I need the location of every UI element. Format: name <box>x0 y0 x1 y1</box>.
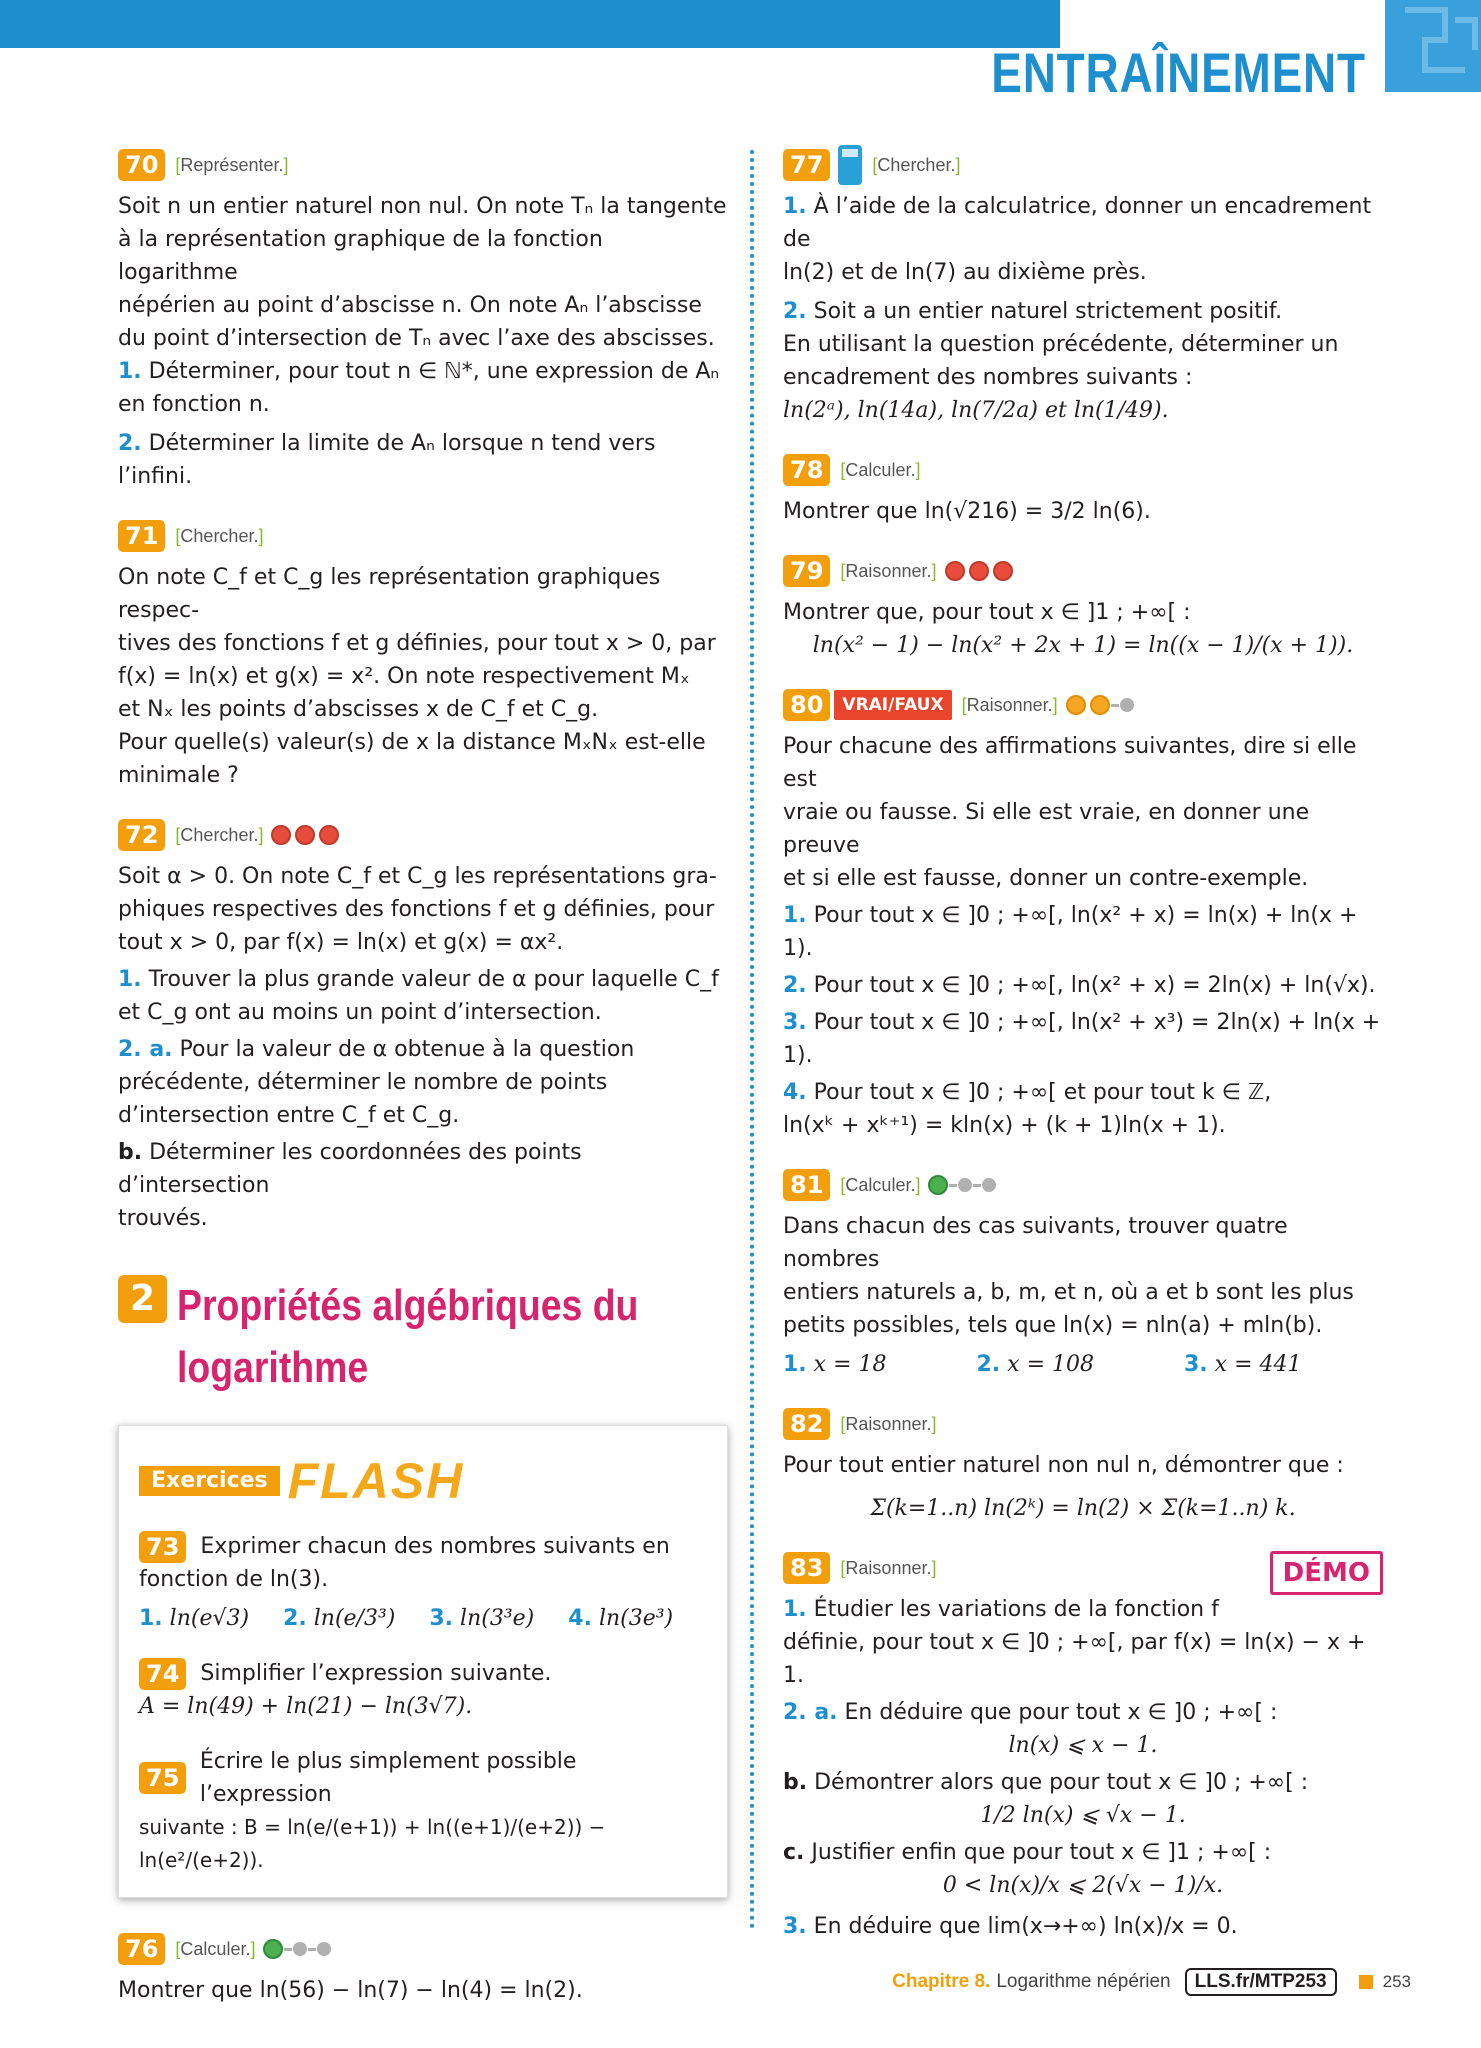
flash-label: Exercices <box>139 1466 280 1496</box>
item-row: 1. x = 18 2. x = 108 3. x = 441 <box>783 1352 1302 1377</box>
exercise-tag: [Raisonner.] <box>840 1557 937 1578</box>
text-line: petits possibles, tels que ln(x) = nln(a) + mln(b). <box>783 1313 1323 1338</box>
exercise-tag: [Calculer.] <box>175 1938 256 1959</box>
exercise-tag: [Calculer.] <box>840 1174 921 1195</box>
difficulty-dot-icon <box>295 825 315 845</box>
difficulty-dot-icon <box>1090 695 1110 715</box>
difficulty-dots <box>271 825 343 845</box>
difficulty-dot-empty-icon <box>293 1942 307 1956</box>
text-line: encadrement des nombres suivants : <box>783 365 1193 390</box>
exercise-number: 80 <box>783 689 830 721</box>
exercise-number: 79 <box>783 555 830 587</box>
difficulty-dot-empty-icon <box>958 1178 972 1192</box>
text-line: Pour chacune des affirmations suivantes, dire si elle est <box>783 734 1357 792</box>
text-line: Montrer que ln(√216) = 3/2 ln(6). <box>783 499 1151 524</box>
difficulty-dot-icon <box>271 825 291 845</box>
exercise-tag: [Raisonner.] <box>840 1413 937 1434</box>
exercise-number: 74 <box>139 1658 186 1690</box>
text-line: vraie ou fausse. Si elle est vraie, en donner une preuve <box>783 800 1310 858</box>
text-line: tout x > 0, par f(x) = ln(x) et g(x) = αx². <box>118 930 564 955</box>
text-line: Soit n un entier naturel non nul. On note Tₙ la tangente <box>118 194 727 219</box>
question: 2. Pour tout x ∈ ]0 ; +∞[, ln(x² + x) = 2ln(x) + ln(√x). <box>783 973 1376 998</box>
text-line: Montrer que, pour tout x ∈ ]1 ; +∞[ : <box>783 600 1191 625</box>
text-line: trouvés. <box>118 1206 208 1231</box>
question: 1. Déterminer, pour tout n ∈ ℕ*, une expression de Aₙ <box>118 359 720 384</box>
exercise-number: 76 <box>118 1933 165 1965</box>
demo-badge: DÉMO <box>1270 1551 1383 1595</box>
exercise-70 <box>118 148 728 493</box>
exercise-74: 74 Simplifier l’expression suivante. A = ln(49) + ln(21) − ln(3√7). <box>139 1657 707 1723</box>
expression: ln(x) ⩽ x − 1. <box>1008 1733 1158 1758</box>
flash-word: FLASH <box>287 1453 465 1509</box>
exercise-number: 82 <box>783 1408 830 1440</box>
resource-link[interactable]: LLS.fr/MTP253 <box>1185 1968 1337 1996</box>
exercise-tag: [Chercher.] <box>872 154 961 175</box>
question: 1. Pour tout x ∈ ]0 ; +∞[, ln(x² + x) = ln(x) + ln(x + 1). <box>783 903 1358 961</box>
exercise-73: 73 Exprimer chacun des nombres suivants en fonction de ln(3). 1. ln(e√3) 2. ln(e/3³) 3. ln(3³e) 4. ln(3e³) <box>139 1530 707 1635</box>
exercise-80 <box>783 688 1383 1142</box>
question: 2. a. En déduire que pour tout x ∈ ]0 ; +∞[ : <box>783 1700 1278 1725</box>
text-line: fonction de ln(3). <box>139 1567 329 1592</box>
difficulty-dot-icon <box>263 1939 283 1959</box>
exercise-number: 70 <box>118 149 165 181</box>
expression: Σ(k=1..n) ln(2ᵏ) = ln(2) × Σ(k=1..n) k. <box>870 1496 1296 1521</box>
difficulty-dots <box>945 561 1017 581</box>
section-title: ENTRAÎNEMENT <box>991 41 1366 104</box>
difficulty-dot-icon <box>969 561 989 581</box>
text-line: népérien au point d’abscisse n. On note Aₙ l’abscisse <box>118 293 702 318</box>
expression: ln(x² − 1) − ln(x² + 2x + 1) = ln((x − 1)/(x + 1)). <box>812 633 1354 658</box>
expression: ln(2ᵃ), ln(14a), ln(7/2a) et ln(1/49). <box>783 398 1169 423</box>
text-line: En utilisant la question précédente, déterminer un <box>783 332 1339 357</box>
text-line: Pour tout entier naturel non nul n, démontrer que : <box>783 1453 1344 1478</box>
text-line: minimale ? <box>118 763 239 788</box>
exercise-72 <box>118 818 728 1235</box>
text-line: Montrer que ln(56) − ln(7) − ln(4) = ln(2). <box>118 1978 583 2003</box>
question: 2. a. Pour la valeur de α obtenue à la question <box>118 1037 635 1062</box>
text-line: définie, pour tout x ∈ ]0 ; +∞[, par f(x) = ln(x) − x + 1. <box>783 1630 1366 1688</box>
exercise-tag: [Raisonner.] <box>840 560 937 581</box>
exercise-83 <box>783 1551 1383 1943</box>
question: b. Déterminer les coordonnées des points d’intersection <box>118 1140 582 1198</box>
question: 1. Trouver la plus grande valeur de α pour laquelle C_f <box>118 967 719 992</box>
flash-exercises-box <box>118 1425 728 1898</box>
item-row: 1. ln(e√3) 2. ln(e/3³) 3. ln(3³e) 4. ln(3e³) <box>139 1606 674 1631</box>
exercise-number: 73 <box>139 1531 186 1563</box>
difficulty-dot-empty-icon <box>1120 698 1134 712</box>
difficulty-dots <box>1066 695 1138 715</box>
difficulty-dot-empty-icon <box>982 1178 996 1192</box>
corner-pattern <box>1385 0 1481 92</box>
difficulty-dot-icon <box>1066 695 1086 715</box>
exercise-78 <box>783 453 1383 528</box>
question: 4. Pour tout x ∈ ]0 ; +∞[ et pour tout k ∈ ℤ, <box>783 1080 1272 1105</box>
text-line: et Nₓ les points d’abscisses x de C_f et C_g. <box>118 697 599 722</box>
right-column <box>783 148 1383 1969</box>
exercise-tag: [Chercher.] <box>175 525 264 546</box>
expression: A = ln(49) + ln(21) − ln(3√7). <box>139 1694 473 1719</box>
exercise-76 <box>118 1932 728 2007</box>
exercise-tag: [Calculer.] <box>840 459 921 480</box>
difficulty-dot-icon <box>319 825 339 845</box>
text-line: Dans chacun des cas suivants, trouver quatre nombres <box>783 1214 1288 1272</box>
question: 3. En déduire que lim(x→+∞) ln(x)/x = 0. <box>783 1914 1238 1939</box>
section-heading-title: Propriétés algébriques du logarithme <box>177 1281 639 1392</box>
text-line: précédente, déterminer le nombre de points <box>118 1070 608 1095</box>
exercise-79 <box>783 554 1383 662</box>
text-line: On note C_f et C_g les représentation graphiques respec- <box>118 565 661 623</box>
exercise-tag: [Chercher.] <box>175 824 264 845</box>
true-false-badge: VRAI/FAUX <box>834 690 951 720</box>
exercise-number: 72 <box>118 819 165 851</box>
exercise-number: 81 <box>783 1169 830 1201</box>
question: 2. Déterminer la limite de Aₙ lorsque n tend vers l’infini. <box>118 431 656 489</box>
difficulty-dot-icon <box>993 561 1013 581</box>
text-line: Soit α > 0. On note C_f et C_g les représentations gra- <box>118 864 717 889</box>
exercise-number: 77 <box>783 149 830 181</box>
question: 2. Soit a un entier naturel strictement positif. <box>783 299 1283 324</box>
text-line: et C_g ont au moins un point d’intersection. <box>118 1000 602 1025</box>
exercise-tag: [Raisonner.] <box>961 694 1058 715</box>
exercise-81 <box>783 1168 1383 1381</box>
expression: 0 < ln(x)/x ⩽ 2(√x − 1)/x. <box>942 1873 1224 1898</box>
footer-square-icon <box>1359 1975 1373 1989</box>
expression: suivante : B = ln(e/(e+1)) + ln((e+1)/(e+2)) − ln(e²/(e+2)). <box>139 1815 606 1872</box>
question: c. Justifier enfin que pour tout x ∈ ]1 ; +∞[ : <box>783 1840 1272 1865</box>
text-line: phiques respectives des fonctions f et g définies, pour <box>118 897 715 922</box>
difficulty-dots <box>263 1939 335 1959</box>
exercise-77 <box>783 148 1383 427</box>
exercise-tag: [Représenter.] <box>175 154 289 175</box>
text-line: tives des fonctions f et g définies, pour tout x > 0, par <box>118 631 716 656</box>
text-line: et si elle est fausse, donner un contre-exemple. <box>783 866 1309 891</box>
left-column <box>118 148 728 2033</box>
text-line: en fonction n. <box>118 392 270 417</box>
expression: 1/2 ln(x) ⩽ √x − 1. <box>980 1803 1186 1828</box>
exercise-number: 71 <box>118 520 165 552</box>
column-divider <box>750 150 754 1930</box>
text-line: ln(xᵏ + xᵏ⁺¹) = kln(x) + (k + 1)ln(x + 1). <box>783 1113 1226 1138</box>
question: b. Démontrer alors que pour tout x ∈ ]0 ; +∞[ : <box>783 1770 1309 1795</box>
question: 1. Étudier les variations de la fonction f <box>783 1597 1219 1622</box>
text-line: f(x) = ln(x) et g(x) = x². On note respectivement Mₓ <box>118 664 690 689</box>
page-number: 253 <box>1382 1972 1411 1991</box>
difficulty-dots <box>928 1175 1000 1195</box>
difficulty-dot-icon <box>928 1175 948 1195</box>
text-line: d’intersection entre C_f et C_g. <box>118 1103 460 1128</box>
page-footer <box>892 1968 1411 1996</box>
exercise-71 <box>118 519 728 792</box>
text-line: Pour quelle(s) valeur(s) de x la distance MₓNₓ est-elle <box>118 730 706 755</box>
section-number: 2 <box>118 1275 167 1323</box>
text-line: ln(2) et de ln(7) au dixième près. <box>783 260 1147 285</box>
exercise-75: 75 Écrire le plus simplement possible l’expression suivante : B = ln(e/(e+1)) + ln((e+1)/(e+2)) − ln(e²/(e+2)). <box>139 1745 707 1877</box>
text-line: du point d’intersection de Tₙ avec l’axe des abscisses. <box>118 326 715 351</box>
difficulty-dot-icon <box>945 561 965 581</box>
chapter-name: Logarithme népérien <box>996 1971 1171 1992</box>
question: 3. Pour tout x ∈ ]0 ; +∞[, ln(x² + x³) = 2ln(x) + ln(x + 1). <box>783 1010 1381 1068</box>
exercise-number: 83 <box>783 1552 830 1584</box>
top-banner <box>0 0 1060 48</box>
chapter-label: Chapitre 8. <box>892 1971 991 1992</box>
section-heading <box>118 1275 728 1399</box>
difficulty-dot-empty-icon <box>317 1942 331 1956</box>
calculator-icon <box>838 145 862 185</box>
text-line: à la représentation graphique de la fonction logarithme <box>118 227 603 285</box>
exercise-82 <box>783 1407 1383 1525</box>
exercise-number: 75 <box>139 1762 186 1794</box>
question: 1. À l’aide de la calculatrice, donner un encadrement de <box>783 194 1372 252</box>
exercise-number: 78 <box>783 454 830 486</box>
text-line: entiers naturels a, b, m, et n, où a et b sont les plus <box>783 1280 1354 1305</box>
